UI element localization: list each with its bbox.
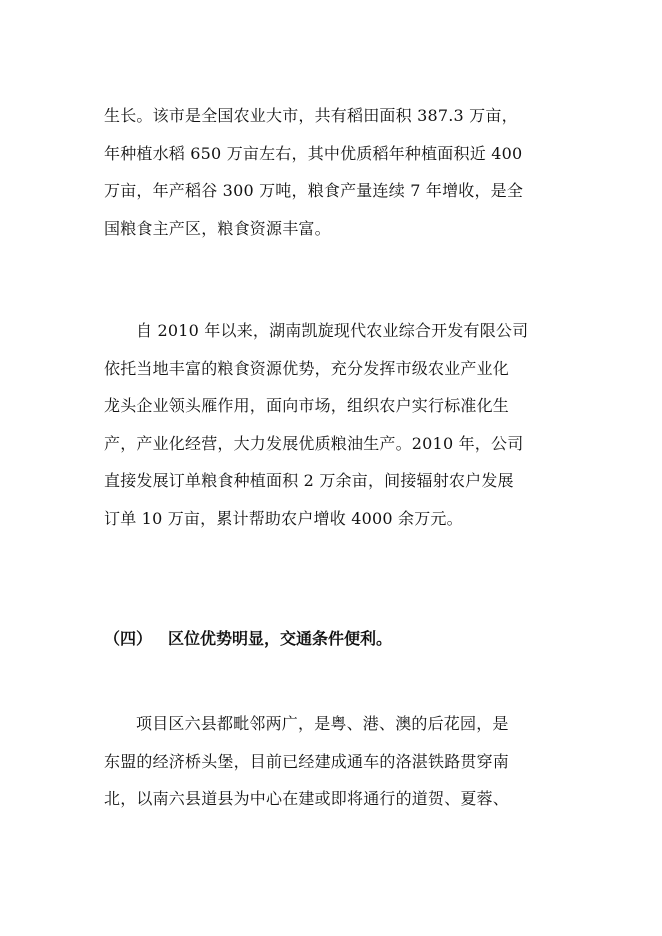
paragraph-line: 北，以南六县道县为中心在建或即将通行的道贺、夏蓉、 bbox=[104, 789, 510, 808]
paragraph-line: 项目区六县都毗邻两广，是粤、港、澳的后花园，是 bbox=[136, 714, 509, 733]
paragraph-rice-production bbox=[104, 97, 564, 247]
section-heading-title: 区位优势明显，交通条件便利。 bbox=[168, 629, 393, 648]
paragraph-line: 自 2010 年以来，湖南凯旋现代农业综合开发有限公司 bbox=[136, 321, 529, 340]
paragraph-line: 直接发展订单粮食种植面积 2 万余亩，间接辐射农户发展 bbox=[104, 471, 514, 490]
paragraph-line: 万亩，年产稻谷 300 万吨，粮食产量连续 7 年增收，是全 bbox=[104, 181, 524, 200]
paragraph-line: 产，产业化经营，大力发展优质粮油生产。2010 年，公司 bbox=[104, 433, 524, 453]
paragraph-line: 龙头企业领头雁作用，面向市场，组织农户实行标准化生 bbox=[104, 396, 510, 415]
paragraph-line: 订单 10 万亩，累计帮助农户增收 4000 余万元。 bbox=[104, 508, 463, 528]
paragraph-line: 东盟的经济桥头堡，目前已经建成通车的洛湛铁路贯穿南 bbox=[104, 751, 510, 771]
paragraph-company-development bbox=[104, 312, 564, 537]
paragraph-line: 依托当地丰富的粮食资源优势，充分发挥市级农业产业化 bbox=[104, 358, 510, 378]
paragraph-line: 年种植水稻 650 万亩左右，其中优质稻年种植面积近 400 bbox=[104, 143, 523, 163]
paragraph-location-advantage bbox=[104, 705, 564, 818]
section-heading-number: （四） bbox=[104, 629, 153, 648]
paragraph-line: 生长。该市是全国农业大市，共有稻田面积 387.3 万亩， bbox=[104, 106, 518, 125]
paragraph-line: 国粮食主产区，粮食资源丰富。 bbox=[104, 218, 331, 238]
section-heading bbox=[104, 620, 392, 657]
